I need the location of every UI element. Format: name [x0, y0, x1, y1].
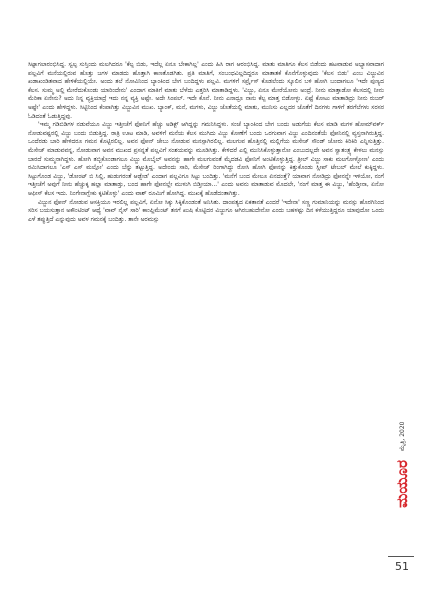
article-paragraph-3: ವಿಜ್ಜುನ ಫೋನ್ ನೋಡುವ ಆಸಕ್ತಿಯೂ ಇರಲಿಲ್ಲ ಪಲ್ಲವಿಗೆ, ಏನೋ ಸಿಕ್ಕು ಸಿಕ್ಕಿಕೊಂಡಂತೆ ಅನಿಸಿತು. ದಾಂಪತ್ಯದ ಏಕತಾನತೆ ಎಂದರೆ 'ಇದೇನಾ' ಸಣ್ಣ ಗುಮಾನಿಯನ್ನು ಮನಸ್ಸು ಹೊರಗಿನಿಂದ ಸರಿಸ ಬಯಸುತ್ತಾನ ಅಕೌಂಟಿಂಟ್ ಆಥ್ಯೆ 'ವಾವ್ ನೈಸ್ ಸಾರಿ' ಕಾಂಪ್ಲಿಮೆಂಟ್ ತನಗೆ ಖುಷಿ ಕೊಟ್ಟಿದರ ವಿಜ್ಜುಗೂ ಆಗಿರಬಹುದೇನೋ ಎಂದು ಬಹಳಷ್ಟು ದಿನ ಕಳೆಯುತ್ತಿದ್ದರೂ ಯಾವುದೋ ಒಂದು ಎಳೆ ತಪ್ಪುತ್ತಿದೆ ಎನ್ನುವುದು ಅವಳ ಗಮನಕ್ಕೆ ಬಂದಿತ್ತು. ತಾನೇ ಅರಮಸ್ಸು	[28, 199, 384, 223]
issue-date: ಮೈತ್ರಿ, 2020	[399, 421, 406, 451]
magazine-logo	[391, 454, 413, 514]
article-paragraph-2: 'ಇಮ್ಮ ಗಡಿಬಿಡಿಗಳ ನಡುವೆಯೂ ವಿಜ್ಜು ಇತ್ತೀಚೆಗೆ ಫೋನಿಗೆ ಹೆಚ್ಚು ಅಡಿಕ್ಟ್ ಆಗಿದ್ದನ್ನು ಗಮನಿಸಿದ್ದಳು. ಸಂಜೆ ಬ್ಯಾಂಕಿಂದ ಬೇಗ ಬಂದು ಅಡುಗೆಯ ಕೆಲಸ ಮಾಡಿ ಮಗಳ ಹೋಮ್‌ವರ್ಕ್ ನೋಡುವಷ್ಟರಲ್ಲಿ ವಿಜ್ಜು ಬಂದು ಬಿಡುತ್ತಿದ್ದ. ರಾತ್ರಿ ಊಟ ಮಾಡಿ, ಅವಳಿಗೆ ಮನೆಯ ಕೆಲಸ ಮುಗಿದು ವಿಜ್ಜು ಕೋಣೆಗೆ ಬಂದು ಒರಗುವಾಗ ವಿಜ್ಜು ಎಂದಿನಂತೆಯೆ ಫೋನಿನಲ್ಲಿ ವ್ಯಸ್ತನಾಗಿರುತ್ತಿದ್ದ. ಒಂದೆರಡು ಬಾರಿ ಹೇಳಿದರೂ ಗಮನ ಕೊಟ್ಟಿರಲಿಲ್ಲ. ಅವನ ಫೋನ್ ಜೇಬು ನೋಡುವ ಮನಸ್ಸಾಗಿರಲಿಲ್ಲ. ಮಲಗುವ ಹೊತ್ತಿನಲ್ಲಿ ಮಲ್ಲಿಗೆಯ ಮಸೇಜ್ ಸೌಂಡ್ ಜೋರು ಕಿರಿಕಿರಿ ಎನ್ನಿಸುತ್ತಿತ್ತು. ಮೆಸೇಜ್ ಮಾಡುವವನ್ನ, ನೋಡುವಾಗ ಅವನ ಮುಖದ ಪ್ರಸನ್ನತೆ ಪಲ್ಲವಿಗೆ ಸಂಶಯವನ್ನು ಮೂಡಿಸಿತ್ತು. ಕೇಳಿದರೆ ಎಲ್ಲಿ ಮುನಿಸಿಕೊಳ್ಳುತ್ತಾನೋ ಎಂಬುದಲ್ಲದೇ ಅವನ ಸ್ವಾತಂತ್ರ್ಯ ಕೇಳಲು ಮನಸ್ಸು ಬಾರದೆ ಸುಮ್ಮನಾಗಿದ್ದಳು. ಹೋಗಿ ತಬ್ಬಿಕೊಂಡಾಗಲೂ ವಿಜ್ಜು ಮೊಬೈಲ್ ಅವನನ್ನು ಹಾಗೇ ಮಲಗುವಂತೆ ಮೈದಡವಿ ಫೋನಿಗೆ ಅಂಟಿಕೊಳ್ಳುತ್ತಿದ್ದ. ತ್ರೀಲ್ ವಿಜ್ಜು ಸಾಕು ಮಲಗೋಳ್ಳೋಣ' ಎಂದು ರಮಿಸಿದಾಗಲೂ 'ಎಸ್ ಎಸ್ ಮಲ್ಗೋ' ಎಂದು ಬೆನ್ನು ತಟ್ಟುತ್ತಿದ್ದ. ಅದೇಂದು ಸಾರಿ, ಮೆಸೇಜ್ ರಿಂಗಾಗಿದ್ದು ರೋಸಿ ಹೋಗಿ ಫೋನನ್ನು ಕಿತ್ತುಕೊಂಡು ಸ್ಲೀಪ್ ಟೇಬಲ್ ಮೇಲೆ ಕುಕ್ಕಿದ್ದಳು. ಸಿಟ್ಟುಗೊಂಡ ವಿಜ್ಜು, 'ಡೋಂಟ್ ಬಿ ಸಿಲ್ಲಿ, ಹುಡುಗರಂತೆ ಆಡ್ಬೇಡ' ಎಂದಾಗ ಪಲ್ಲವಿಗೂ ಸಿಟ್ಟು ಬಂದಿತ್ತು. 'ಮನೆಗೆ ಬಂದ ಮೇಲೂ ಏನದಂತ್ತೆ? ಯಾವಾಗ ನೋಡಿದ್ರು ಫೋನನ್ನೇ ಇಳಿಯೋ, ನಂಗೆ ಇತ್ತೀಚೆಗೆ ಅವುಗೆ ನೀನು ಹೆಚ್ಚುಕ್ಕ ಹಲ್ಲಾ ಮಾತಾಡ್ತು, ಬಂದ ಹಾಗೇ ಫೋನಲ್ಲೇ ಮುಳುಗಿ ಬಿಡ್ತೀಯಾ...' ಎಂದು ಅವನು ಮಾತಾಡುವ ಮೊದಲೇ, 'ನಂಗೆ ಮಾತ್ತ ಈ ವಿಜ್ಜು, 'ಹೆಂಡ್ತೀನಾ, ಏನೋ ಆಫೀಸ್ ಕೆಲಸ ಇದು. ನಿಂಗೇನಾಗ್ಬೇಕು ಕ್ಕಟಿಕೊಳ್ಳು' ಎಂದು ವಾಶ್ ರೂಮಿಗೆ ಹೋಗಿದ್ದ. ಮುಖಕ್ಕೆ ಹೊಡೆದಂತಾಗಿತ್ತು.	[28, 122, 384, 197]
magazine-logo-text: ಮಯೂರ	[393, 460, 411, 508]
page-number-rule	[388, 556, 414, 557]
magazine-logo-graphic	[391, 454, 413, 514]
article-body	[28, 61, 384, 224]
page-number: 51	[395, 560, 409, 573]
article-paragraph-1: ಸಿಟ್ಟಾಗಲಾರಂಭಿಸಿದ್ದ. ಸ್ವಲ್ಪ ಸುಸ್ತಿಂದು ಮಲಗಿದರೂ 'ಕೆಲ್ಪ ಬಿಡು, ಇದೆಲ್ಲ ಏನೂ ಬೇಕಾಗಿಲ್ಲ' ಎಂದು ಹಿಸಿ ರಾಗ ಆರಂಭಿಸಿದ್ದ. ಮಾತು ಮಾತಿಗೂ ಕೆಲಸ ಬಿಡೆಂದು ಹಟವಾಡುವ ಅಭ್ಯಾಸವಾದಾಗ ಪಲ್ಲವಿಗೆ ಮನೆಯಲ್ಲಿರುವ ಹೊತ್ತು ಜಗಳ ಮಾಡದು ಹೊತ್ತಾಗಿ ಕಾಣತೊಡಗಿತು. ಪ್ರತಿ ಮಾತಿಗೆ, ಸಂಬಂಧವಿಲ್ಲದಿದ್ದರೂ ಮಾತಾತಕೆ ಕೊನೆಗೊಳ್ಳುವುದು 'ಕೆಲಸ ಬಿಡು' ಎಂಬ ವಿಜ್ಜುವಿನ ಖಡಾಖಂಡಿತವಾದ ಹೇಳಿಕೆಯಲ್ಲಿಯೇ. ಅಂದು ತಲೆ ನೋವಿನಿಂದ ಬ್ಯಾಂಕಿಂದ ಬೇಗ ಬಂದಿದ್ದಳು ಪಲ್ಲವಿ. ಮಗಳಿಗೆ ಸರ್ಪ್ರೈಸ್ ಕೊಡಲೆಂದು ಸ್ಕೂಲಿನ ಬಳಿ ಹೋಗಿ ಬಂದಾಗಲೂ 'ಇದೇ ಪುಣ್ಯದ ಕೆಲಸ. ಸುಮ್ಮ ಅಲ್ಲಿ ಮೇರೆದುಕೊಂಡು ಯಾರಿಂದೇನು' ಎಂದಾಗ ಮಾತಿಗೆ ಮಾತು ಬೆಳೆದು ಎತ್ತರಿಸಿ ಮಾತಾಡಿದ್ದಳು. 'ವಿಜ್ಜು, ಏನೂ ಮೇರೆಯೋನು ಅಂದ್ರೆ. ನೀನು ಮಾತ್ತಾಡೋ ಕೆಲಸದಲ್ಲಿ ನೀನು ಮೆರಿಕಾ ಏನೇನು? ಅದು ನಿನ್ನ ವ್ಯಕ್ತಿಯಾದ್ರೆ ಇದು ನನ್ನ ವ್ಯಕ್ತಿ ಅಷ್ಟೇ. ಅದೇ ಸಿಂಪಲ್. ಇದೇ ಕೊನೆ. ನೀನು ಎನಾದ್ರೂ ನಾನು ಕೆಲ್ಪ ಮಾತ್ತ ಬಿಡೋಳ್ಳು. ಏಷ್ಟೆ ಕೋಟು ಮಾತಾಡಿದ್ರು ನೀನು ರುಜರ್ ಅಷ್ಟೇ' ಎಂದು ಹೇಳಿದ್ದಳು. ಸಿಟ್ಟಿನಿಂದ ಕೆಂಪಾಗಿತ್ತು ವಿಜ್ಜುವಿನ ಮುಖ. ಬ್ಯಾಂಕ್, ಮನೆ, ಮಗಳು, ವಿಜ್ಜು ಜೊತೆಯಲ್ಲಿ ಮಾತು, ಮುನಿಸು ಎಲ್ಲದರ ಜೊತೆಗೆ ದಿನಗಳು ಗಾಳಿಗೆ ತರಗೆಲೆಗಳು ಸರಸರ ಓಡಿದಂತೆ ಓಡುತ್ತಿದ್ದವು.	[28, 62, 384, 120]
